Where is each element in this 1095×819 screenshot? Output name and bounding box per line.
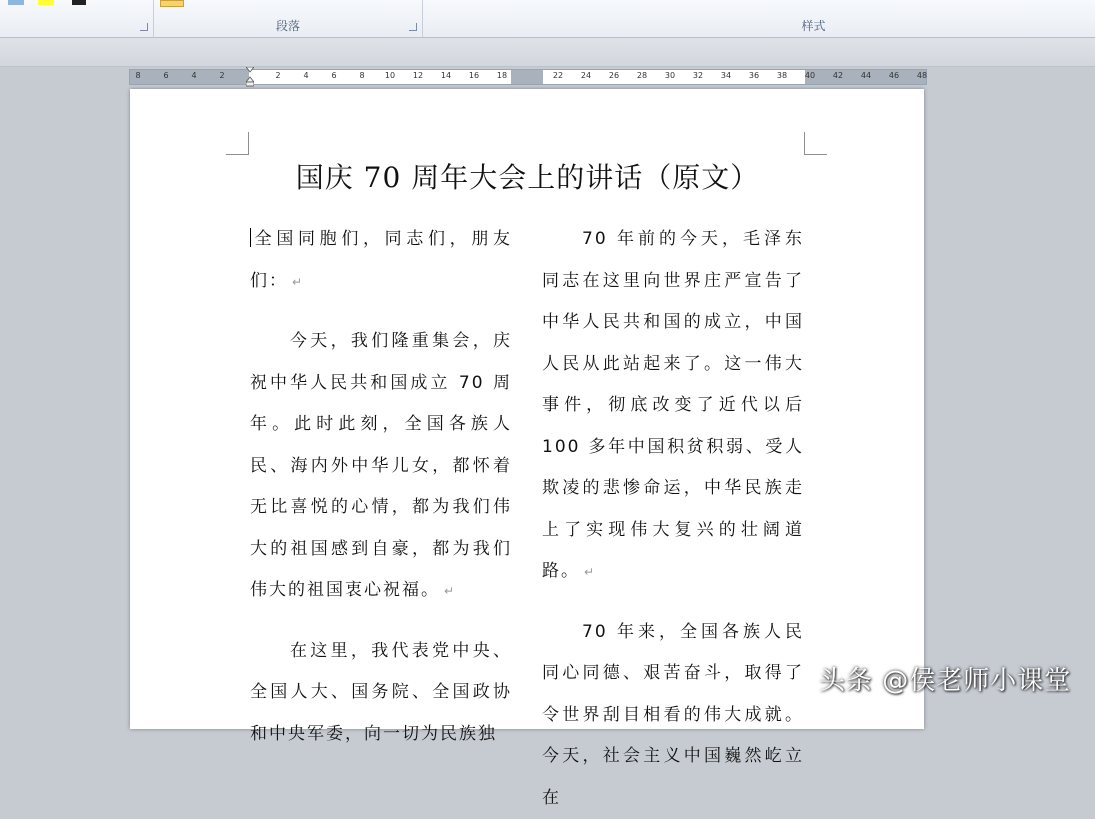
crop-mark-top-left: [226, 132, 249, 155]
ribbon-bottom-band: [0, 38, 1095, 67]
paragraph-group: [154, 0, 423, 37]
styles-group: [423, 0, 1094, 37]
paragraph[interactable]: [250, 321, 512, 613]
paragraph-text: 在这里，我代表党中央、全国人大、国务院、全国政协和中央军委，向一切为民族独: [250, 641, 512, 744]
ruler-tick-label: 18: [497, 71, 507, 80]
ruler-tick-label: 6: [331, 71, 336, 80]
indent-marker-icon[interactable]: [246, 67, 254, 87]
paragraph-spacing: [250, 613, 512, 631]
ruler-tick-label: 26: [609, 71, 619, 80]
ruler-tick-label: 8: [359, 71, 364, 80]
ruler-tick-label: 2: [275, 71, 280, 80]
paragraph-mark-icon: ↵: [584, 565, 596, 579]
paragraph-spacing: [250, 303, 512, 321]
ruler-tick-label: 12: [413, 71, 423, 80]
ruler-tick-label: 44: [861, 71, 871, 80]
ruler-tick-label: 6: [163, 71, 168, 80]
ruler-tick-label: 32: [693, 71, 703, 80]
document-page[interactable]: [130, 89, 924, 729]
watermark-text: 头条 @侯老师小课堂: [819, 660, 1071, 697]
ruler-tick-label: 22: [553, 71, 563, 80]
ruler-tick-label: 42: [833, 71, 843, 80]
paragraph-spacing: [542, 594, 804, 612]
paragraph[interactable]: [542, 219, 804, 594]
ruler-column-gap[interactable]: [511, 70, 543, 84]
paragraph-group-label: 段落: [154, 17, 422, 34]
right-text-column[interactable]: [542, 219, 804, 819]
ruler-tick-label: 48: [917, 71, 927, 80]
paragraph-text: 全国同胞们，同志们，朋友们：: [250, 229, 512, 291]
ruler-tick-label: 46: [889, 71, 899, 80]
ruler-tick-label: 16: [469, 71, 479, 80]
font-group-launcher-icon[interactable]: [140, 23, 148, 31]
ruler-tick-label: 24: [581, 71, 591, 80]
ruler-tick-label: 8: [135, 71, 140, 80]
paragraph-group-launcher-icon[interactable]: [409, 23, 417, 31]
text-caret: [250, 228, 251, 247]
document-title: 国庆 70 周年大会上的讲话（原文）: [250, 156, 805, 196]
paragraph-mark-icon: ↵: [444, 584, 456, 598]
ruler-tick-label: 4: [191, 71, 196, 80]
paragraph[interactable]: [250, 631, 512, 756]
ruler-left-margin: [130, 70, 249, 84]
ruler-tick-label: 28: [637, 71, 647, 80]
ruler-tick-label: 10: [385, 71, 395, 80]
horizontal-ruler[interactable]: [129, 69, 927, 85]
paragraph-text: 今天，我们隆重集会，庆祝中华人民共和国成立 70 周年。此时此刻，全国各族人民、海内外中华儿女，都怀着无比喜悦的心情，都为我们伟大的祖国感到自豪，都为我们伟大的祖国衷心祝福。: [250, 331, 512, 600]
paragraph-text: 70 年来，全国各族人民同心同德、艰苦奋斗，取得了令世界刮目相看的伟大成就。今天，社会主义中国巍然屹立在: [542, 622, 804, 808]
paragraph-mark-icon: ↵: [292, 275, 304, 289]
ruler-tick-label: 38: [777, 71, 787, 80]
ruler-tick-label: 34: [721, 71, 731, 80]
styles-group-label: 样式: [423, 17, 1094, 34]
ruler-tick-label: 14: [441, 71, 451, 80]
crop-mark-top-right: [804, 132, 827, 155]
ribbon: [0, 0, 1095, 38]
ruler-tick-label: 36: [749, 71, 759, 80]
ruler-tick-label: 4: [303, 71, 308, 80]
font-group: [0, 0, 154, 37]
paragraph[interactable]: [250, 219, 512, 303]
paragraph[interactable]: [542, 612, 804, 819]
ruler-tick-label: 2: [219, 71, 224, 80]
ruler-tick-label: 40: [805, 71, 815, 80]
paragraph-text: 70 年前的今天，毛泽东同志在这里向世界庄严宣告了中华人民共和国的成立，中国人民从此站起来了。这一伟大事件，彻底改变了近代以后 100 多年中国积贫积弱、受人欺凌的悲惨命运，中华民族走上了实现伟大复兴的壮阔道路。: [542, 229, 804, 581]
left-text-column[interactable]: [250, 219, 512, 755]
ruler-tick-label: 30: [665, 71, 675, 80]
